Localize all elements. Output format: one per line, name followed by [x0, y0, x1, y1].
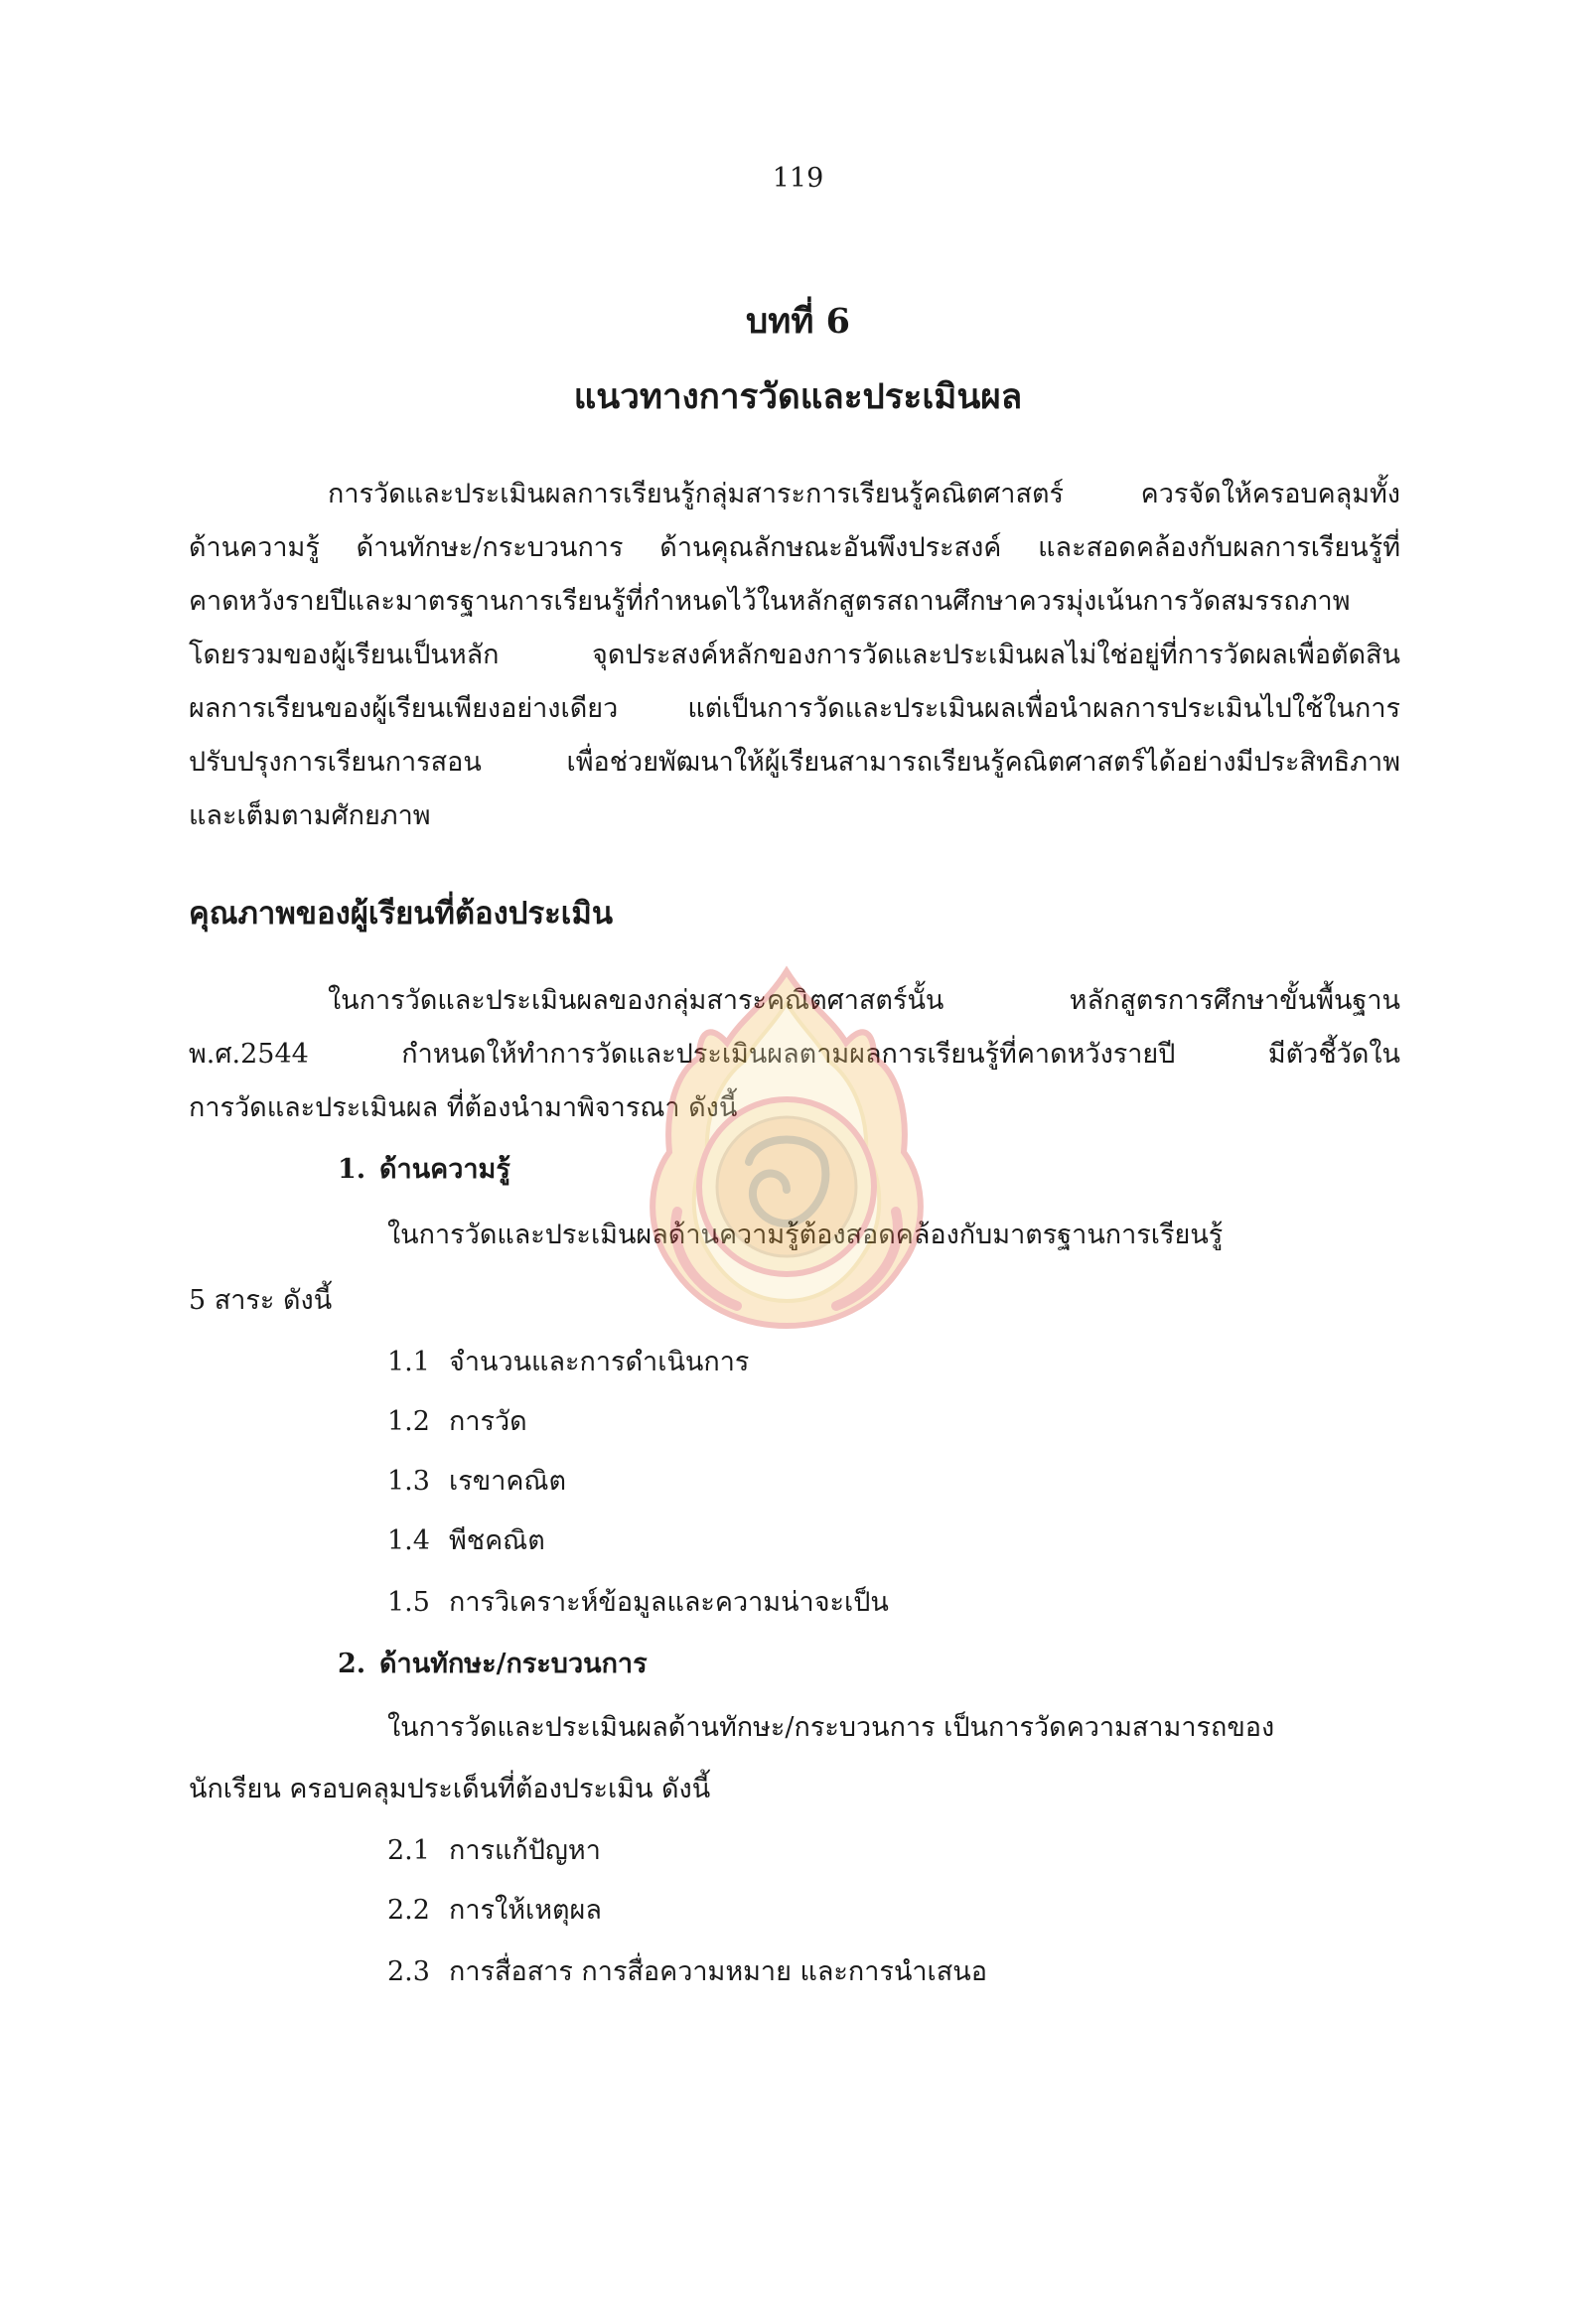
section-heading: คุณภาพของผู้เรียนที่ต้องประเมิน — [189, 896, 614, 932]
intro-line: ผลการเรียนของผู้เรียนเพียงอย่างเดียว แต่เป็นการวัดและประเมินผลเพื่อนำผลการประเมินไปใช้ในการ — [189, 693, 1400, 724]
knowledge-number: 1. — [338, 1154, 366, 1185]
intro-line: และเต็มตามศักยภาพ — [189, 800, 431, 831]
knowledge-list-item: 1.5 การวิเคราะห์ข้อมูลและความน่าจะเป็น — [387, 1587, 889, 1618]
skills-number: 2. — [338, 1649, 366, 1679]
knowledge-description: 5 สาระ ดังนี้ — [189, 1285, 333, 1316]
page-number: 119 — [772, 163, 824, 194]
intro-line: คาดหวังรายปีและมาตรฐานการเรียนรู้ที่กำหนดไว้ในหลักสูตรสถานศึกษาควรมุ่งเน้นการวัดสมรรถภาพ — [189, 586, 1351, 617]
knowledge-list-item: 1.1 จำนวนและการดำเนินการ — [387, 1347, 750, 1377]
skills-list-item: 2.3 การสื่อสาร การสื่อความหมาย และการนำเสนอ — [387, 1956, 987, 1987]
section-paragraph-line: พ.ศ.2544 กำหนดให้ทำการวัดและประเมินผลตามผลการเรียนรู้ที่คาดหวังรายปี มีตัวชี้วัดใน — [189, 1039, 1400, 1070]
skills-heading — [338, 1645, 648, 1684]
skills-title: ด้านทักษะ/กระบวนการ — [379, 1649, 648, 1679]
knowledge-list-item: 1.2 การวัด — [387, 1406, 527, 1437]
knowledge-heading — [338, 1150, 510, 1190]
intro-line: การวัดและประเมินผลการเรียนรู้กลุ่มสาระการเรียนรู้คณิตศาสตร์ ควรจัดให้ครอบคลุมทั้ง — [328, 479, 1400, 509]
knowledge-list-item: 1.3 เรขาคณิต — [387, 1466, 566, 1497]
intro-line: ปรับปรุงการเรียนการสอน เพื่อช่วยพัฒนาให้ผู้เรียนสามารถเรียนรู้คณิตศาสตร์ได้อย่างมีประสิทธิภาพ — [189, 747, 1400, 778]
skills-list-item: 2.1 การแก้ปัญหา — [387, 1835, 601, 1866]
knowledge-list-item: 1.4 พีชคณิต — [387, 1525, 545, 1556]
knowledge-title: ด้านความรู้ — [379, 1154, 510, 1185]
section-paragraph-line: การวัดและประเมินผล ที่ต้องนำมาพิจารณา ดังนี้ — [189, 1092, 738, 1123]
intro-line: ด้านความรู้ ด้านทักษะ/กระบวนการ ด้านคุณลักษณะอันพึงประสงค์ และสอดคล้องกับผลการเรียนรู้ที่ — [189, 532, 1400, 563]
chapter-subtitle: แนวทางการวัดและประเมินผล — [573, 376, 1023, 417]
intro-line: โดยรวมของผู้เรียนเป็นหลัก จุดประสงค์หลักของการวัดและประเมินผลไม่ใช่อยู่ที่การวัดผลเพื่อตัดสิน — [189, 640, 1400, 670]
knowledge-description: ในการวัดและประเมินผลด้านความรู้ต้องสอดคล้องกับมาตรฐานการเรียนรู้ — [387, 1220, 1224, 1250]
skills-description: นักเรียน ครอบคลุมประเด็นที่ต้องประเมิน ดังนี้ — [189, 1774, 711, 1804]
skills-list-item: 2.2 การให้เหตุผล — [387, 1895, 602, 1926]
skills-description: ในการวัดและประเมินผลด้านทักษะ/กระบวนการ เป็นการวัดความสามารถของ — [387, 1712, 1275, 1743]
chapter-title: บทที่ 6 — [746, 301, 850, 342]
section-paragraph-line: ในการวัดและประเมินผลของกลุ่มสาระคณิตศาสตร์นั้น หลักสูตรการศึกษาขั้นพื้นฐาน — [328, 985, 1400, 1016]
